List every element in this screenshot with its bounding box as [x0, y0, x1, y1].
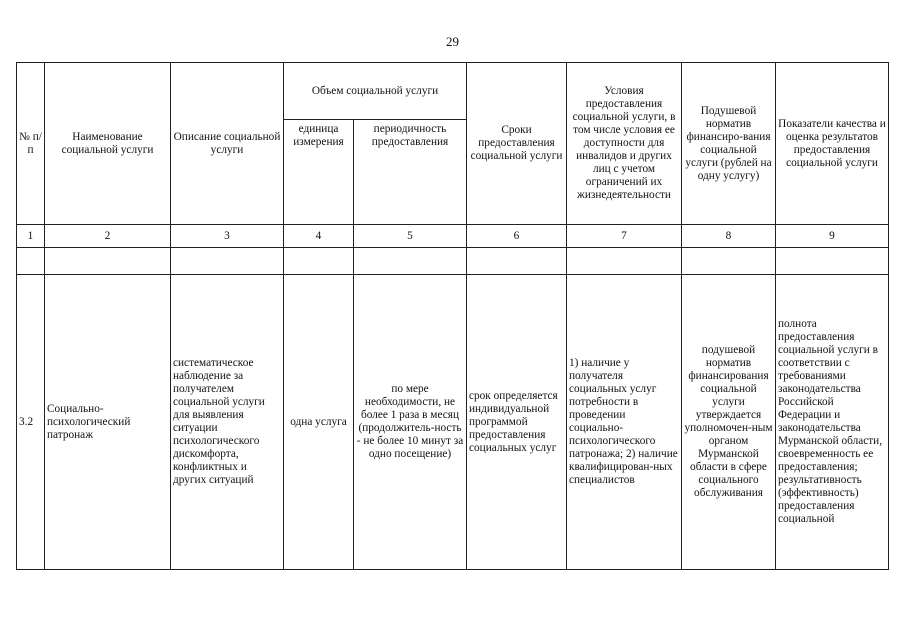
header-num: № п/п [17, 63, 45, 225]
column-number: 6 [467, 225, 567, 248]
row-conditions: 1) наличие у получателя социальных услуг потребности в проведении социально-психологического патронажа; 2) наличие квалифицирован-ных специалистов [567, 275, 682, 570]
blank-cell [682, 248, 776, 275]
row-norm: подушевой норматив финансирования социальной услуги утверждается уполномочен-ным органом Мурманской области в сфере социального обслуживания [682, 275, 776, 570]
column-number: 1 [17, 225, 45, 248]
header-indicators: Показатели качества и оценка результатов предоставления социальной услуги [776, 63, 889, 225]
column-number: 8 [682, 225, 776, 248]
header-name: Наименование социальной услуги [45, 63, 171, 225]
row-name: Социально-психологический патронаж [45, 275, 171, 570]
row-num: 3.2 [17, 275, 45, 570]
blank-cell [17, 248, 45, 275]
blank-cell [776, 248, 889, 275]
blank-cell [45, 248, 171, 275]
column-number-row [17, 225, 889, 248]
row-unit: одна услуга [284, 275, 354, 570]
row-terms: срок определяется индивидуальной программой предоставления социальных услуг [467, 275, 567, 570]
services-table [16, 62, 889, 570]
header-terms: Сроки предоставления социальной услуги [467, 63, 567, 225]
table-row [17, 275, 889, 570]
blank-cell [354, 248, 467, 275]
column-number: 4 [284, 225, 354, 248]
row-description: систематическое наблюдение за получателем социальной услуги для выявления ситуации психологического дискомфорта, конфликтных и других ситуаций [171, 275, 284, 570]
header-row-top [17, 63, 889, 120]
column-number: 9 [776, 225, 889, 248]
header-periodicity: периодичность предоставления [354, 120, 467, 225]
row-periodicity: по мере необходимости, не более 1 раза в месяц (продолжитель-ность - не более 10 минут за одно посещение) [354, 275, 467, 570]
header-description: Описание социальной услуги [171, 63, 284, 225]
column-number: 3 [171, 225, 284, 248]
blank-cell [284, 248, 354, 275]
page-number: 29 [446, 34, 459, 49]
blank-cell [467, 248, 567, 275]
blank-row [17, 248, 889, 275]
header-norm: Подушевой норматив финансиро-вания социальной услуги (рублей на одну услугу) [682, 63, 776, 225]
column-number: 5 [354, 225, 467, 248]
header-conditions: Условия предоставления социальной услуги, в том числе условия ее доступности для инвалидов и других лиц с учетом ограничений их жизнедеятельности [567, 63, 682, 225]
header-unit: единица измерения [284, 120, 354, 225]
blank-cell [567, 248, 682, 275]
row-indicators: полнота предоставления социальной услуги в соответствии с требованиями законодательства Российской Федерации и законодательства Мурманской области, своевременность ее предоставления; результативность (эффективность) предоставления социальной [776, 275, 889, 570]
header-volume-group: Объем социальной услуги [284, 63, 467, 120]
column-number: 2 [45, 225, 171, 248]
column-number: 7 [567, 225, 682, 248]
blank-cell [171, 248, 284, 275]
services-table-container [16, 62, 889, 570]
